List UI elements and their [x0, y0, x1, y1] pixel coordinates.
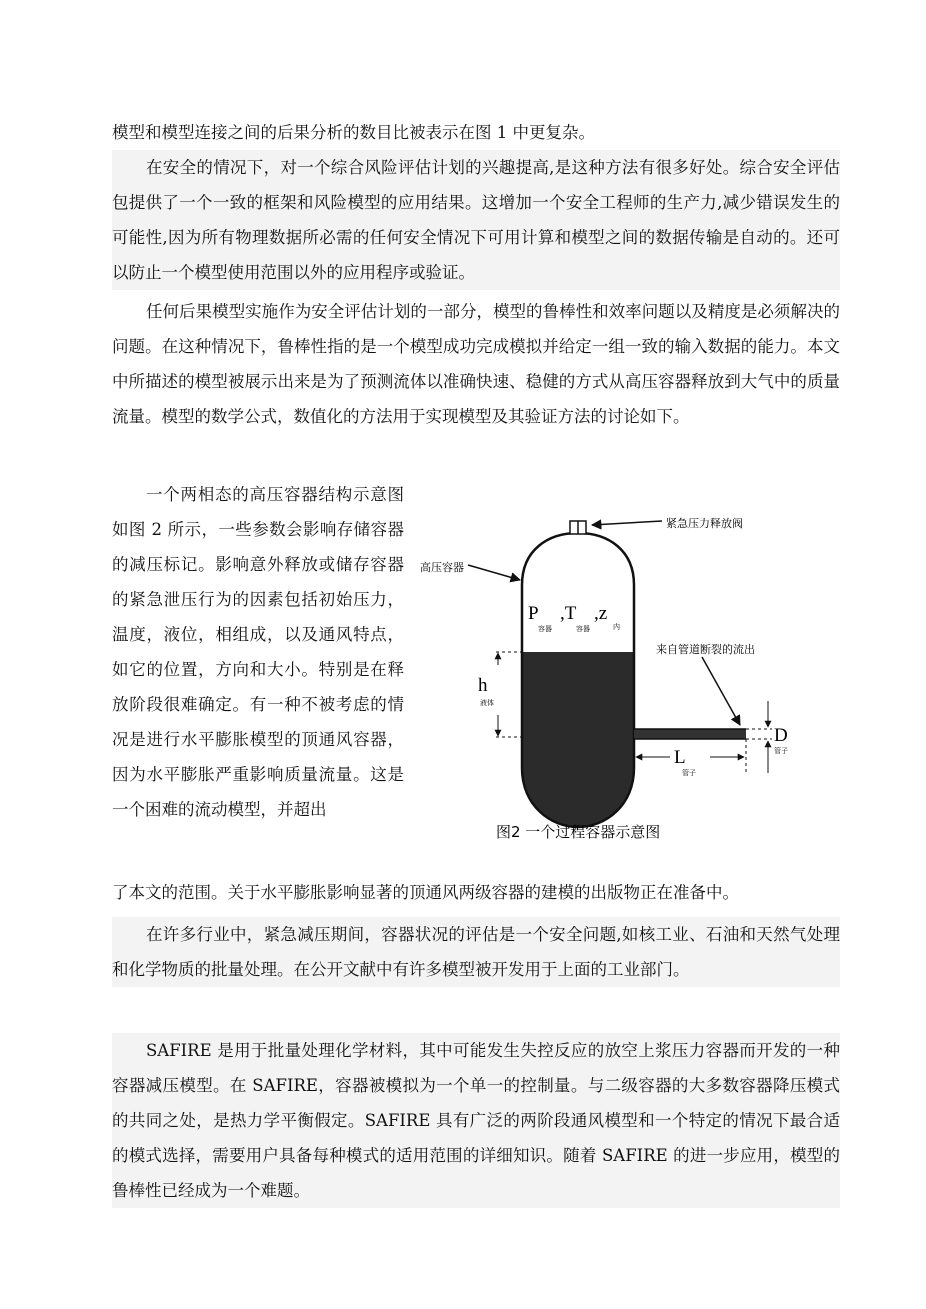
paragraph-4: 一个两相态的高压容器结构示意图如图 2 所示，一些参数会影响存储容器的减压标记。影响意外释放或储存容器的紧急泄压行为的因素包括初始压力，温度，液位，相组成，以及通风特点，如它的位置，方向和大小。特别是在释放阶段很难确定。有一种不被考虑的情况是进行水平膨胀模型的顶通风容器，因为水平膨胀严重影响质量流量。这是一个困难的流动模型，并超出 — [112, 485, 404, 819]
paragraph-3: 任何后果模型实施作为安全评估计划的一部分，模型的鲁棒性和效率问题以及精度是必须解决的问题。在这种情况下，鲁棒性指的是一个模型成功完成模拟并给定一组一致的输入数据的能力。本文中所描述的模型被展示出来是为了预测流体以准确快速、稳健的方式从高压容器释放到大气中的质量流量。模型的数学公式，数值化的方法用于实现模型及其验证方法的讨论如下。 — [112, 302, 840, 426]
paragraph-5: 在许多行业中，紧急减压期间，容器状况的评估是一个安全问题,如核工业、石油和天然气处理和化学物质的批量处理。在公开文献中有许多模型被开发用于上面的工业部门。 — [112, 917, 840, 987]
symbol-z: ,z — [594, 603, 608, 624]
paragraph-1: 模型和模型连接之间的后果分析的数目比被表示在图 1 中更复杂。 — [112, 123, 595, 142]
symbol-p: P — [528, 603, 539, 624]
valve-arrow — [592, 521, 662, 525]
label-valve: 紧急压力释放阀 — [666, 517, 743, 530]
subscript-t: 容器 — [576, 625, 590, 633]
subscript-h: 液体 — [480, 699, 494, 707]
symbol-l: L — [674, 747, 686, 768]
label-outflow: 来自管道断裂的流出 — [656, 643, 755, 656]
symbol-h: h — [478, 675, 488, 696]
liquid-region — [522, 652, 634, 827]
symbol-t: ,T — [560, 603, 577, 624]
outlet-pipe — [634, 729, 746, 739]
paragraph-6: SAFIRE 是用于批量处理化学材料，其中可能发生失控反应的放空上浆压力容器而开发的一种容器减压模型。在 SAFIRE，容器被模拟为一个单一的控制量。与二级容器的大多数容器降压模式的共同之处，是热力学平衡假定。SAFIRE 具有广泛的两阶段通风模型和一个特定的情况下最合适的模式选择，需要用户具备每种模式的适用范围的详细知识。随着 SAFIRE 的进一步应用，模型的鲁棒性已经成为一个难题。 — [112, 1033, 840, 1208]
subscript-z: 内 — [613, 623, 620, 631]
outflow-arrow — [702, 657, 740, 725]
label-vessel: 高压容器 — [420, 561, 464, 574]
subscript-l: 管子 — [682, 769, 696, 777]
subscript-d: 管子 — [774, 747, 788, 755]
paragraph-4-continued: 了本文的范围。关于水平膨胀影响显著的顶通风两级容器的建模的出版物正在准备中。 — [112, 883, 739, 902]
vessel-arrow — [468, 565, 520, 580]
symbol-d: D — [774, 725, 788, 746]
paragraph-2: 在安全的情况下，对一个综合风险评估计划的兴趣提高,是这种方法有很多好处。综合安全评估包提供了一个一致的框架和风险模型的应用结果。这增加一个安全工程师的生产力,减少错误发生的可能性,因为所有物理数据所必需的任何安全情况下可用计算和模型之间的数据传输是自动的。还可以防止一个模型使用范围以外的应用程序或验证。 — [112, 150, 840, 290]
subscript-p: 容器 — [538, 625, 552, 633]
figure-caption: 图2 一个过程容器示意图 — [496, 823, 661, 841]
vessel-diagram — [410, 505, 830, 850]
vessel-diagram-figure — [410, 505, 830, 850]
